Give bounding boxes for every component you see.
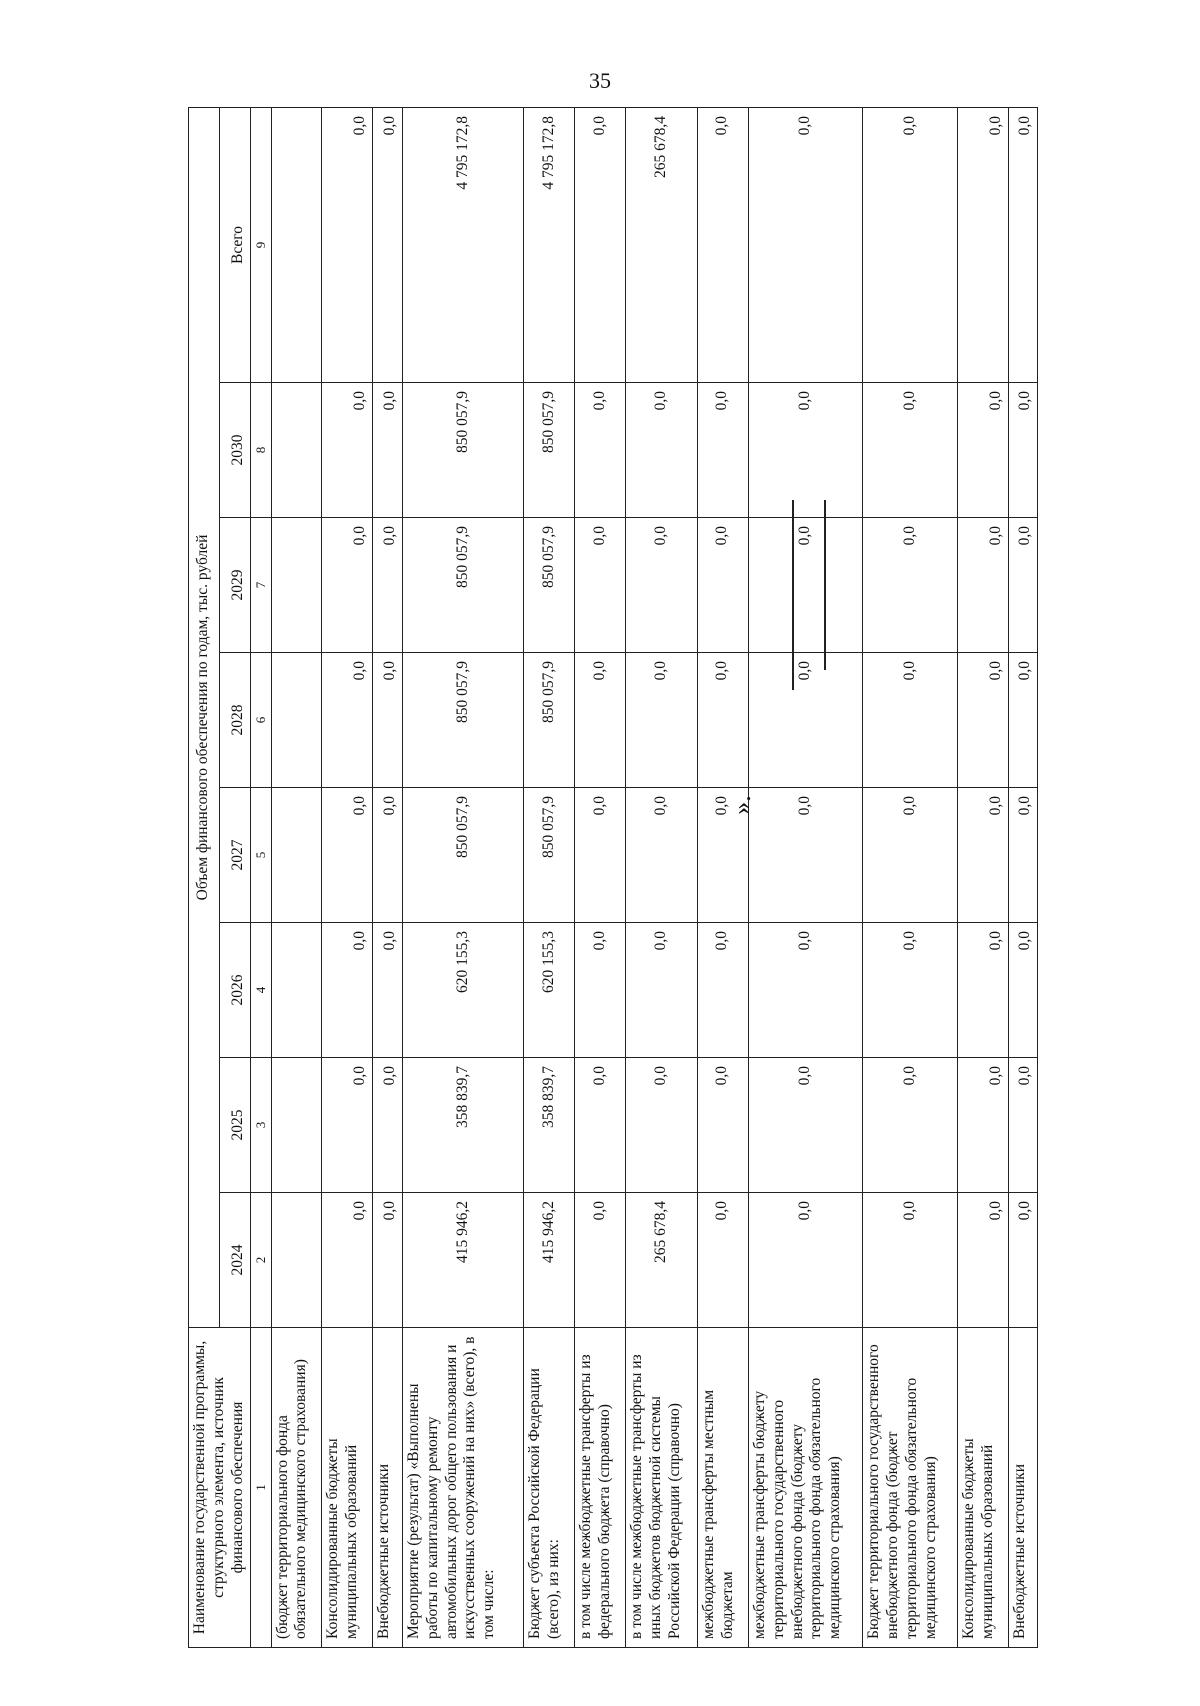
cell-value: 0,0 — [575, 788, 626, 923]
column-number: 1 — [250, 1328, 271, 1648]
cell-value: 0,0 — [697, 108, 748, 383]
header-year: 2029 — [219, 518, 250, 653]
table-row — [748, 108, 862, 1648]
cell-value: 0,0 — [863, 108, 958, 383]
cell-value: 0,0 — [575, 1193, 626, 1328]
table-row — [1009, 108, 1038, 1648]
cell-value: 265 678,4 — [626, 108, 698, 383]
table-row — [863, 108, 958, 1648]
financing-table — [188, 107, 1038, 1648]
cell-value: 0,0 — [1009, 923, 1038, 1058]
cell-value: 0,0 — [373, 383, 403, 518]
cell-value: 358 839,7 — [402, 1058, 524, 1193]
cell-value: 0,0 — [863, 518, 958, 653]
cell-value: 0,0 — [373, 1193, 403, 1328]
cell-value: 0,0 — [373, 108, 403, 383]
column-number: 5 — [250, 788, 271, 923]
header-volume-column: Объем финансового обеспечения по годам, тыс. рублей — [189, 108, 220, 1328]
cell-value: 0,0 — [575, 518, 626, 653]
column-number: 6 — [250, 653, 271, 788]
column-number: 4 — [250, 923, 271, 1058]
cell-value: 850 057,9 — [524, 653, 575, 788]
row-name: Бюджет субъекта Российской Федерации (всего), из них: — [524, 1328, 575, 1648]
cell-value: 0,0 — [697, 383, 748, 518]
cell-value: 0,0 — [748, 1193, 862, 1328]
cell-value: 0,0 — [575, 923, 626, 1058]
cell-value: 0,0 — [863, 383, 958, 518]
cell-value: 0,0 — [958, 518, 1009, 653]
closing-block — [726, 500, 850, 860]
cell-value: 0,0 — [1009, 788, 1038, 923]
cell-value: 850 057,9 — [402, 788, 524, 923]
cell-value: 0,0 — [697, 923, 748, 1058]
cell-value: 0,0 — [1009, 653, 1038, 788]
page-number: 35 — [589, 68, 611, 93]
cell-value: 0,0 — [958, 1193, 1009, 1328]
cell-value: 0,0 — [575, 1058, 626, 1193]
cell-value: 0,0 — [748, 923, 862, 1058]
cell-value: 620 155,3 — [402, 923, 524, 1058]
cell-value: 0,0 — [322, 1058, 373, 1193]
cell-value: 0,0 — [1009, 383, 1038, 518]
cell-value: 0,0 — [322, 788, 373, 923]
column-number: 9 — [250, 108, 271, 383]
closing-quote-mark: ». — [726, 795, 756, 815]
header-year: 2026 — [219, 923, 250, 1058]
cell-value: 0,0 — [863, 653, 958, 788]
cell-value: 0,0 — [322, 518, 373, 653]
cell-value: 850 057,9 — [524, 788, 575, 923]
header-year: 2030 — [219, 383, 250, 518]
cell-value: 0,0 — [575, 383, 626, 518]
cell-value: 0,0 — [373, 653, 403, 788]
column-number: 3 — [250, 1058, 271, 1193]
cell-value: 0,0 — [748, 1058, 862, 1193]
cell-value: 0,0 — [958, 1058, 1009, 1193]
cell-value: 0,0 — [958, 383, 1009, 518]
cell-value: 0,0 — [373, 518, 403, 653]
cell-value: 850 057,9 — [402, 518, 524, 653]
cell-value: 0,0 — [748, 788, 862, 923]
cell-value: 0,0 — [1009, 108, 1038, 383]
cell-value: 4 795 172,8 — [402, 108, 524, 383]
header-name-column: Наименование государственной программы, структурного элемента, источник финансового обеспечения — [189, 1328, 251, 1648]
cell-value: 0,0 — [575, 108, 626, 383]
row-name: Консолидированные бюджеты муниципальных образований — [958, 1328, 1009, 1648]
cell-value: 0,0 — [748, 653, 862, 788]
header-year: 2024 — [219, 1193, 250, 1328]
cell-value: 0,0 — [863, 1193, 958, 1328]
cell-value: 0,0 — [322, 383, 373, 518]
cell-value: 0,0 — [958, 923, 1009, 1058]
header-year: 2027 — [219, 788, 250, 923]
cell-value: 0,0 — [626, 923, 698, 1058]
row-name: межбюджетные трансферты бюджету территориального государственного внебюджетного фонда (бюджету территориального фонда обязательного медицинского страхования) — [748, 1328, 862, 1648]
row-name: в том числе межбюджетные трансферты из федерального бюджета (справочно) — [575, 1328, 626, 1648]
cell-value: 0,0 — [575, 653, 626, 788]
cell-value: 850 057,9 — [524, 383, 575, 518]
row-name: межбюджетные трансферты местным бюджетам — [697, 1328, 748, 1648]
cell-value: 850 057,9 — [402, 653, 524, 788]
cell-value: 0,0 — [958, 108, 1009, 383]
cell-value: 0,0 — [322, 923, 373, 1058]
cell-value: 0,0 — [1009, 1193, 1038, 1328]
row-name: Внебюджетные источники — [373, 1328, 403, 1648]
table-row — [373, 108, 403, 1648]
table-row — [524, 108, 575, 1648]
cell-value: 0,0 — [373, 1058, 403, 1193]
cell-value: 620 155,3 — [524, 923, 575, 1058]
cell-value: 0,0 — [697, 653, 748, 788]
cell-value: 0,0 — [748, 108, 862, 383]
closing-line — [824, 500, 826, 670]
table-row — [958, 108, 1009, 1648]
cell-value: 0,0 — [626, 653, 698, 788]
cell-value: 0,0 — [863, 1058, 958, 1193]
cell-value: 0,0 — [863, 788, 958, 923]
table-row — [402, 108, 524, 1648]
cell-value: 0,0 — [322, 108, 373, 383]
row-name: Мероприятие (результат) «Выполнены работы по капитальному ремонту автомобильных дорог общего пользования и искусственных сооружений на них» (всего), в том числе: — [402, 1328, 524, 1648]
cell-value: 0,0 — [958, 788, 1009, 923]
cell-value: 415 946,2 — [402, 1193, 524, 1328]
cell-value: 0,0 — [748, 383, 862, 518]
header-total: Всего — [219, 108, 250, 383]
cell-value: 0,0 — [748, 518, 862, 653]
cell-value: 415 946,2 — [524, 1193, 575, 1328]
header-year: 2028 — [219, 653, 250, 788]
table-row — [271, 108, 322, 1648]
table-row — [322, 108, 373, 1648]
cell-value: 0,0 — [958, 653, 1009, 788]
row-name: Бюджет территориального государственного внебюджетного фонда (бюджет территориального фонда обязательного медицинского страхования) — [863, 1328, 958, 1648]
cell-value: 358 839,7 — [524, 1058, 575, 1193]
cell-value: 0,0 — [697, 1193, 748, 1328]
cell-value: 850 057,9 — [402, 383, 524, 518]
cell-value: 0,0 — [697, 788, 748, 923]
cell-value: 0,0 — [322, 1193, 373, 1328]
cell-value: 0,0 — [697, 518, 748, 653]
cell-value: 0,0 — [322, 653, 373, 788]
table-row — [626, 108, 698, 1648]
cell-value: 0,0 — [697, 1058, 748, 1193]
row-name: в том числе межбюджетные трансферты из иных бюджетов бюджетной системы Российской Федерации (справочно) — [626, 1328, 698, 1648]
column-number: 2 — [250, 1193, 271, 1328]
cell-value: 0,0 — [1009, 1058, 1038, 1193]
cell-value: 0,0 — [626, 383, 698, 518]
cell-value: 0,0 — [626, 518, 698, 653]
cell-value: 4 795 172,8 — [524, 108, 575, 383]
header-year: 2025 — [219, 1058, 250, 1193]
cell-value: 850 057,9 — [524, 518, 575, 653]
table-row — [697, 108, 748, 1648]
cell-value: 0,0 — [1009, 518, 1038, 653]
row-name: Внебюджетные источники — [1009, 1328, 1038, 1648]
cell-value: 0,0 — [626, 1058, 698, 1193]
cell-value: 0,0 — [373, 923, 403, 1058]
rotated-table-container — [188, 108, 1036, 1648]
table-row — [575, 108, 626, 1648]
cell-value: 0,0 — [863, 923, 958, 1058]
cell-value: 0,0 — [626, 788, 698, 923]
closing-line — [792, 500, 794, 690]
column-number: 7 — [250, 518, 271, 653]
column-number: 8 — [250, 383, 271, 518]
row-name: Консолидированные бюджеты муниципальных образований — [322, 1328, 373, 1648]
cell-value: 0,0 — [373, 788, 403, 923]
row-name: (бюджет территориального фонда обязательного медицинского страхования) — [271, 1328, 322, 1648]
cell-value: 265 678,4 — [626, 1193, 698, 1328]
